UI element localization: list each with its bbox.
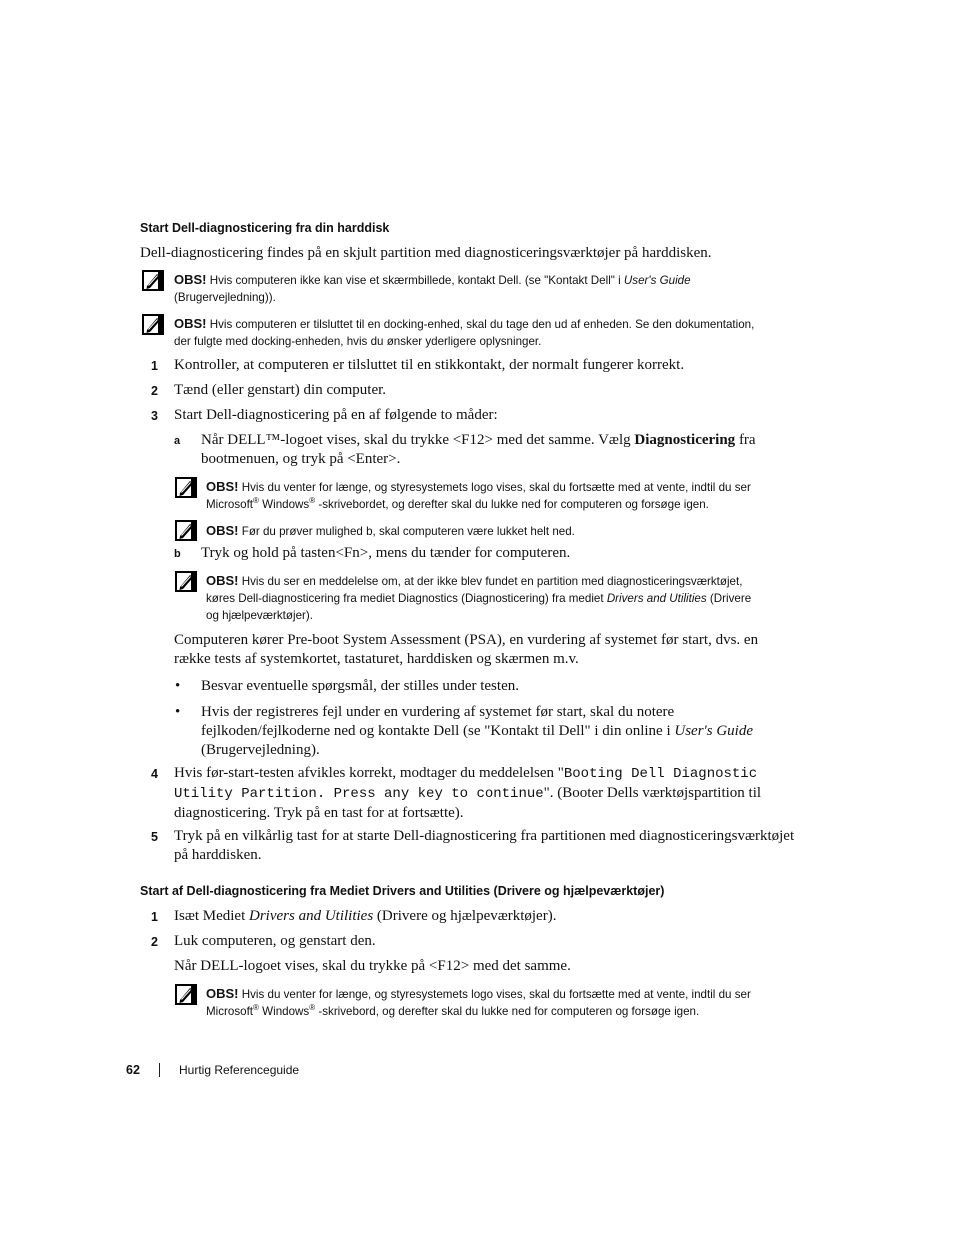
- step-number: 2: [151, 384, 158, 398]
- note-icon: [142, 314, 164, 335]
- note-icon: [142, 270, 164, 291]
- note-6: OBS! Hvis du venter for længe, og styresystemets logo vises, skal du fortsætte med at vente, indtil du ser Microsoft® Windows® -skrivebord, og derefter skal du lukke ned for computeren og forsøge igen.: [206, 986, 751, 1018]
- step-number: 4: [151, 767, 158, 781]
- bullet-marker: •: [175, 704, 181, 720]
- note-5: OBS! Hvis du ser en meddelelse om, at der ikke blev fundet en partition med diagnosticeringsværktøjet, køres Dell-diagnosticering fra mediet Diagnostics (Diagnosticering) fra mediet Drivers and Utilities (Drivere og hjælpeværktøjer).: [206, 573, 752, 622]
- note-icon: [175, 520, 197, 541]
- step-text: Start Dell-diagnosticering på en af følgende to måder:: [174, 407, 498, 423]
- step-text: Kontroller, at computeren er tilsluttet til en stikkontakt, der normalt fungerer korrekt.: [174, 357, 685, 373]
- step-text: Isæt Mediet Drivers and Utilities (Drivere og hjælpeværktøjer).: [174, 908, 557, 924]
- section-heading-media: Start af Dell-diagnosticering fra Mediet Drivers and Utilities (Drivere og hjælpeværktøjer): [140, 884, 665, 898]
- step-text: Tryk på en vilkårlig tast for at starte Dell-diagnosticering fra partitionen med diagnosticeringsværktøjet på harddisken.: [174, 828, 795, 863]
- intro-paragraph: Dell-diagnosticering findes på en skjult partition med diagnosticeringsværktøjer på harddisken.: [140, 245, 712, 261]
- note-icon: [175, 477, 197, 498]
- bullet-marker: •: [175, 678, 181, 694]
- footer-divider: [159, 1063, 160, 1077]
- substep-letter: a: [174, 435, 181, 447]
- note-2: OBS! Hvis computeren er tilsluttet til en docking-enhed, skal du tage den ud af enheden. Se den dokumentation, der fulgte med docking-enheden, hvis du ønsker yderligere oplysninger.: [174, 316, 755, 348]
- substep-b-text: Tryk og hold på tasten<Fn>, mens du tænder for computeren.: [201, 545, 571, 561]
- note-label: OBS!: [174, 316, 207, 331]
- note-label: OBS!: [174, 272, 207, 287]
- step-number: 5: [151, 830, 158, 844]
- step-text: Tænd (eller genstart) din computer.: [174, 382, 387, 398]
- note-label: OBS!: [206, 986, 239, 1001]
- step-number: 2: [151, 935, 158, 949]
- bullet-text: Hvis der registreres fejl under en vurdering af systemet før start, skal du notere fejlkoden/fejlkoderne ned og kontakte Dell (se "Kontakt til Dell" i din online i User's Guide (Brugervejledning).: [201, 704, 754, 758]
- note-label: OBS!: [206, 479, 239, 494]
- bullet-text: Besvar eventuelle spørgsmål, der stilles under testen.: [201, 678, 519, 694]
- step-text: Luk computeren, og genstart den.: [174, 933, 376, 949]
- note-3: OBS! Hvis du venter for længe, og styresystemets logo vises, skal du fortsætte med at vente, indtil du ser Microsoft® Windows® -skrivebordet, og derefter skal du lukke ned for computeren og forsøge igen.: [206, 479, 751, 511]
- after-step-text: Når DELL-logoet vises, skal du trykke på <F12> med det samme.: [174, 958, 571, 974]
- step-text: Hvis før-start-testen afvikles korrekt, modtager du meddelelsen "Booting Dell Diagnostic Utility Partition. Press any key to continue". (Booter Dells værktøjspartition til diagnosticering. Tryk på en tast for at fortsætte).: [174, 765, 762, 821]
- note-1: OBS! Hvis computeren ikke kan vise et skærmbillede, kontakt Dell. (se "Kontakt Dell" i User's Guide (Brugervejledning)).: [174, 272, 691, 304]
- footer-title: Hurtig Referenceguide: [179, 1063, 300, 1077]
- note-label: OBS!: [206, 573, 239, 588]
- note-4: OBS! Før du prøver mulighed b, skal computeren være lukket helt ned.: [206, 523, 575, 538]
- step-number: 1: [151, 359, 158, 373]
- note-label: OBS!: [206, 523, 239, 538]
- step-number: 3: [151, 409, 158, 423]
- note-icon: [175, 984, 197, 1005]
- note-icon: [175, 571, 197, 592]
- step-number: 1: [151, 910, 158, 924]
- section-heading-harddisk: Start Dell-diagnosticering fra din harddisk: [140, 221, 390, 235]
- page-number: 62: [126, 1063, 140, 1077]
- substep-letter: b: [174, 548, 181, 560]
- psa-paragraph: Computeren kører Pre-boot System Assessment (PSA), en vurdering af systemet før start, dvs. en række tests af systemkortet, tastaturet, harddisken og skærmen m.v.: [174, 632, 759, 667]
- substep-a-text: Når DELL™-logoet vises, skal du trykke <F12> med det samme. Vælg Diagnosticering fra bootmenuen, og tryk på <Enter>.: [201, 432, 756, 467]
